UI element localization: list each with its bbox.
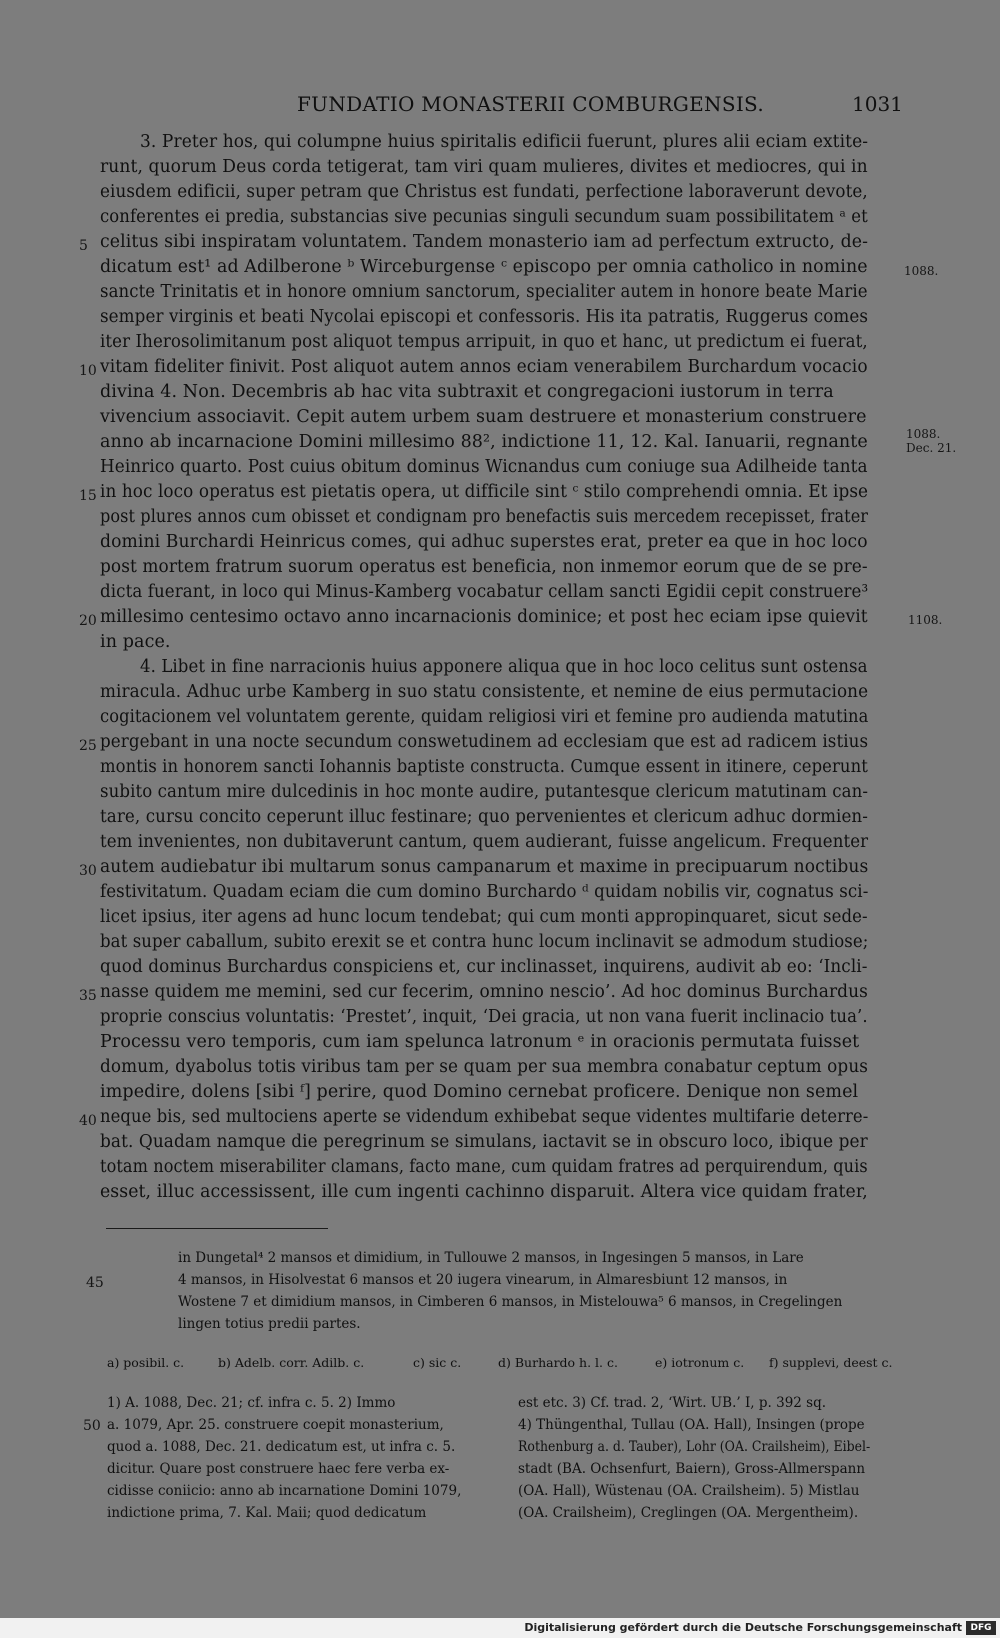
text-line: domum, dyabolus totis viribus tam per se quam per sua membra conabatur ceptum opus bbox=[100, 1057, 869, 1077]
apparatus-entry: a) posibil. c. bbox=[107, 1355, 185, 1370]
text-line: 4. Libet in fine narracionis huius apponere aliqua que in hoc loco celitus sunt ostensa bbox=[140, 657, 868, 677]
text-line: tem invenientes, non dubitaverunt cantum, quem audierant, fuisse angelicum. Frequenter bbox=[100, 832, 869, 852]
text-line: in pace. bbox=[100, 632, 171, 652]
text-line: conferentes ei predia, substancias sive pecunias singuli secundum suam possibilitatem ᵃ et bbox=[100, 207, 868, 227]
footnote-line: indictione prima, 7. Kal. Maii; quod dedicatum bbox=[107, 1505, 427, 1521]
note-line: 4 mansos, in Hisolvestat 6 mansos et 20 iugera vinearum, in Almaresbiunt 12 mansos, in bbox=[178, 1272, 788, 1288]
text-line: nasse quidem me memini, sed cur fecerim, omnino nescio’. Ad hoc dominus Burchardus bbox=[100, 982, 868, 1002]
text-line: vivencium associavit. Cepit autem urbem suam destruere et monasterium construere bbox=[100, 407, 867, 427]
margin-date: 1088. bbox=[904, 264, 939, 278]
apparatus-entry: f) supplevi, deest c. bbox=[769, 1355, 893, 1370]
note-line: Wostene 7 et dimidium mansos, in Cimberen 6 mansos, in Mistelouwa⁵ 6 mansos, in Cregelingen bbox=[178, 1294, 843, 1310]
footnote-line: 4) Thüngenthal, Tullau (OA. Hall), Insingen (prope bbox=[518, 1417, 865, 1433]
text-line: millesimo centesimo octavo anno incarnacionis dominice; et post hec eciam ipse quievit bbox=[100, 607, 868, 627]
dfg-logo-icon: DFG bbox=[966, 1621, 996, 1635]
text-line: Processu vero temporis, cum iam spelunca latronum ᵉ in oracionis permutata fuisset bbox=[100, 1032, 860, 1052]
text-line: in hoc loco operatus est pietatis opera, ut difficile sint ᶜ stilo comprehendi omnia. Et ipse bbox=[100, 482, 869, 502]
running-title: FUNDATIO MONASTERII COMBURGENSIS. bbox=[297, 92, 764, 116]
text-line: licet ipsius, iter agens ad hunc locum tendebat; qui cum monti appropinquaret, sicut sede- bbox=[100, 907, 868, 927]
line-number: 45 bbox=[86, 1275, 104, 1291]
text-line: tare, cursu concito ceperunt illuc festinare; quo pervenientes et clericum adhuc dormien- bbox=[100, 807, 869, 827]
text-line: divina 4. Non. Decembris ab hac vita subtraxit et congregacioni iustorum in terra bbox=[100, 382, 834, 402]
text-line: iter Iherosolimitanum post aliquot tempus arripuit, in quo et hanc, ut predictum ei fuerat, bbox=[100, 332, 868, 352]
line-number: 40 bbox=[79, 1113, 97, 1129]
text-line: totam noctem miserabiliter clamans, facto mane, cum quidam fratres ad perquirendum, quis bbox=[100, 1157, 868, 1177]
footnote-line: (OA. Hall), Wüstenau (OA. Crailsheim). 5) Mistlau bbox=[518, 1483, 860, 1499]
apparatus-entry: d) Burhardo h. l. c. bbox=[498, 1355, 618, 1370]
apparatus-entry: e) iotronum c. bbox=[655, 1355, 745, 1370]
text-line: semper virginis et beati Nycolai episcopi et confessoris. His ita patratis, Ruggerus comes bbox=[100, 307, 869, 327]
text-line: post plures annos cum obisset et condignam pro benefactis suis mercedem recepisset, frater bbox=[100, 507, 869, 527]
text-line: runt, quorum Deus corda tetigerat, tam viri quam mulieres, divites et mediocres, qui in bbox=[100, 157, 868, 177]
footnote-line: stadt (BA. Ochsenfurt, Baiern), Gross-Allmerspann bbox=[518, 1461, 866, 1477]
text-line: bat. Quadam namque die peregrinum se simulans, iactavit se in obscuro loco, ibique per bbox=[100, 1132, 868, 1152]
page-number: 1031 bbox=[852, 92, 903, 116]
text-line: proprie conscius voluntatis: ‘Prestet’, inquit, ‘Dei gracia, ut non vana fuerit inclinacio tua’. bbox=[100, 1007, 868, 1027]
funding-text: Digitalisierung gefördert durch die Deutsche Forschungsgemeinschaft bbox=[524, 1621, 962, 1634]
text-line: post mortem fratrum suorum operatus est beneficia, non inmemor eorum que de se pre- bbox=[100, 557, 868, 577]
line-number: 5 bbox=[79, 238, 88, 254]
footnote-line: Rothenburg a. d. Tauber), Lohr (OA. Crailsheim), Eibel- bbox=[518, 1439, 871, 1455]
text-line: festivitatum. Quadam eciam die cum domino Burchardo ᵈ quidam nobilis vir, cognatus sci- bbox=[100, 882, 869, 902]
note-line: lingen totius predii partes. bbox=[178, 1316, 361, 1332]
line-number: 20 bbox=[79, 613, 97, 629]
margin-date: 1088. bbox=[906, 427, 941, 441]
note-line: in Dungetal⁴ 2 mansos et dimidium, in Tullouwe 2 mansos, in Ingesingen 5 mansos, in Lare bbox=[178, 1250, 804, 1266]
footnote-line: a. 1079, Apr. 25. construere coepit monasterium, bbox=[107, 1417, 444, 1433]
text-line: montis in honorem sancti Iohannis baptiste constructa. Cumque essent in itinere, ceperunt bbox=[100, 757, 868, 777]
apparatus-entry: c) sic c. bbox=[413, 1355, 462, 1370]
line-number: 25 bbox=[79, 738, 97, 754]
text-line: pergebant in una nocte secundum conswetudinem ad ecclesiam que est ad radicem istius bbox=[100, 732, 869, 752]
funding-badge bbox=[0, 1618, 1000, 1638]
margin-date: Dec. 21. bbox=[906, 441, 957, 455]
footnote-rule bbox=[106, 1228, 328, 1229]
text-line: anno ab incarnacione Domini millesimo 88², indictione 11, 12. Kal. Ianuarii, regnante bbox=[100, 432, 868, 452]
text-line: vitam fideliter finivit. Post aliquot autem annos eciam venerabilem Burchardum vocacio bbox=[100, 357, 868, 377]
text-line: sancte Trinitatis et in honore omnium sanctorum, specialiter autem in honore beate Marie bbox=[100, 282, 868, 302]
footnote-line: 1) A. 1088, Dec. 21; cf. infra c. 5. 2) Immo bbox=[107, 1395, 396, 1411]
text-line: quod dominus Burchardus conspiciens et, cur inclinasset, inquirens, audivit ab eo: ‘Incli- bbox=[100, 957, 868, 977]
margin-date: 1108. bbox=[908, 613, 943, 627]
text-line: neque bis, sed multociens aperte se videndum exhibebat seque videntes multifarie deterre- bbox=[100, 1107, 869, 1127]
line-number: 35 bbox=[79, 988, 97, 1004]
running-header bbox=[0, 92, 1000, 122]
text-line: miracula. Adhuc urbe Kamberg in suo statu consistente, et nemine de eius permutacione bbox=[100, 682, 869, 702]
line-number: 15 bbox=[79, 488, 97, 504]
line-number: 10 bbox=[79, 363, 97, 379]
footnote-line: (OA. Crailsheim), Creglingen (OA. Mergentheim). bbox=[518, 1505, 859, 1521]
text-line: 3. Preter hos, qui columpne huius spiritalis edificii fuerunt, plures alii eciam extite- bbox=[140, 132, 869, 152]
apparatus-entry: b) Adelb. corr. Adilb. c. bbox=[218, 1355, 365, 1370]
text-line: celitus sibi inspiratam voluntatem. Tandem monasterio iam ad perfectum extructo, de- bbox=[100, 232, 869, 252]
footnote-line: est etc. 3) Cf. trad. 2, ‘Wirt. UB.’ I, p. 392 sq. bbox=[518, 1395, 827, 1411]
text-line: dicatum est¹ ad Adilberone ᵇ Wirceburgense ᶜ episcopo per omnia catholico in nomine bbox=[100, 257, 868, 277]
line-number: 30 bbox=[79, 863, 97, 879]
footnote-line: cidisse coniicio: anno ab incarnatione Domini 1079, bbox=[107, 1483, 462, 1499]
text-line: domini Burchardi Heinricus comes, qui adhuc superstes erat, preter ea que in hoc loco bbox=[100, 532, 868, 552]
text-line: bat super caballum, subito erexit se et contra hunc locum inclinavit se admodum studiose; bbox=[100, 932, 869, 952]
text-line: impedire, dolens [sibi ᶠ] perire, quod Domino cernebat proficere. Denique non semel bbox=[100, 1082, 859, 1102]
text-line: Heinrico quarto. Post cuius obitum dominus Wicnandus cum coniuge sua Adilheide tanta bbox=[100, 457, 868, 477]
text-line: subito cantum mire dulcedinis in hoc monte audire, putantesque clericum matutinam can- bbox=[100, 782, 869, 802]
footnote-line: quod a. 1088, Dec. 21. dedicatum est, ut infra c. 5. bbox=[107, 1439, 456, 1455]
text-line: dicta fuerant, in loco qui Minus-Kamberg vocabatur cellam sancti Egidii cepit construere³ bbox=[100, 582, 869, 602]
text-line: cogitacionem vel voluntatem gerente, quidam religiosi viri et femine pro audienda matutina bbox=[100, 707, 869, 727]
text-line: esset, illuc accessissent, ille cum ingenti cachinno disparuit. Altera vice quidam frater, bbox=[100, 1182, 868, 1202]
footnote-line: dicitur. Quare post construere haec fere verba ex- bbox=[107, 1461, 450, 1477]
text-line: autem audiebatur ibi multarum sonus campanarum et maxime in precipuarum noctibus bbox=[100, 857, 869, 877]
text-line: eiusdem edificii, super petram que Christus est fundati, perfectione laboraverunt devote, bbox=[100, 182, 868, 202]
line-number: 50 bbox=[83, 1418, 101, 1434]
